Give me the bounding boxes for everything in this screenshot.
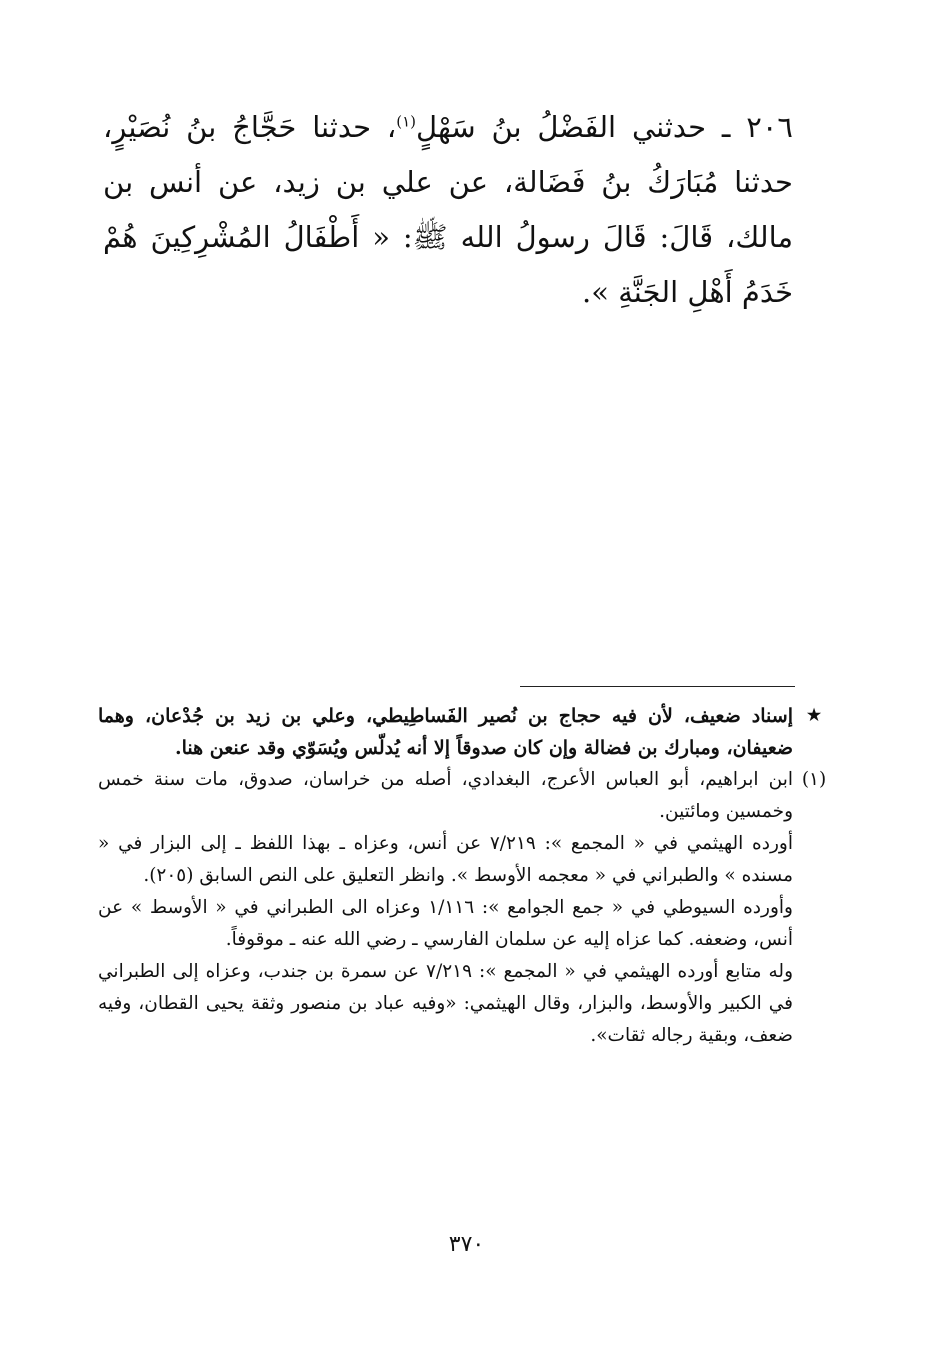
- hadith-text-part2: ، حدثنا حَجَّاجُ بنُ نُصَيْرٍ، حدثنا مُبَارَكُ بنُ فَضَالة، عن علي بن زيد، عن أنس بن مالك، قَالَ: قَالَ رسولُ الله ﷺ: « أَطْفَالُ المُشْرِكِينَ هُمْ خَدَمُ أَهْلِ الجَنَّةِ ».: [103, 110, 793, 309]
- hadith-text: [103, 100, 793, 320]
- star-marker: ★: [805, 705, 823, 726]
- footnotes: [98, 700, 827, 1052]
- footnote-1-marker: (١): [801, 769, 827, 790]
- page-number: ٣٧٠: [448, 1232, 485, 1257]
- footnote-reference: (١): [396, 112, 416, 131]
- footnote-separator: [520, 686, 795, 687]
- hadith-dash: ـ: [706, 110, 747, 144]
- hadith-number: ٢٠٦: [746, 110, 793, 144]
- footnote-1-para-4: وله متابع أورده الهيثمي في « المجمع »: ٧/٢١٩ عن سمرة بن جندب، وعزاه إلى الطبراني في الكبير والأوسط، والبزار، وقال الهيثمي: «وفيه عباد بن منصور وثقة يحيى القطان، وفيه ضعف، وبقية رجاله ثقات».: [98, 961, 794, 1046]
- star-note-text: إسناد ضعيف، لأن فيه حجاج بن نُصير الفَساطِيطي، وعلي بن زيد بن جُدْعان، وهما ضعيفان، ومبارك بن فضالة وإن كان صدوقاً إلا أنه يُدلّس ويُسَوّي وقد عنعن هنا.: [98, 705, 793, 759]
- footnote-1-para-2: أورده الهيثمي في « المجمع »: ٧/٢١٩ عن أنس، وعزاه ـ بهذا اللفظ ـ إلى البزار في « مسنده » والطبراني في « معجمه الأوسط ». وانظر التعليق على النص السابق (٢٠٥).: [98, 833, 793, 886]
- hadith-text-part1: حدثني الفَضْلُ بنُ سَهْلٍ: [415, 110, 707, 144]
- footnote-1: [98, 764, 827, 1052]
- footnote-1-para-3: وأورده السيوطي في « جمع الجوامع »: ١/١١٦ وعزاه الى الطبراني في « الأوسط » عن أنس، وضعفه. كما عزاه إليه عن سلمان الفارسي ـ رضي الله عنه ـ موقوفاً.: [98, 897, 793, 950]
- star-note: [98, 700, 823, 764]
- footnote-1-para-1: ابن ابراهيم، أبو العباس الأعرج، البغدادي، أصله من خراسان، صدوق، مات سنة خمس وخمسين ومائتين.: [98, 769, 793, 822]
